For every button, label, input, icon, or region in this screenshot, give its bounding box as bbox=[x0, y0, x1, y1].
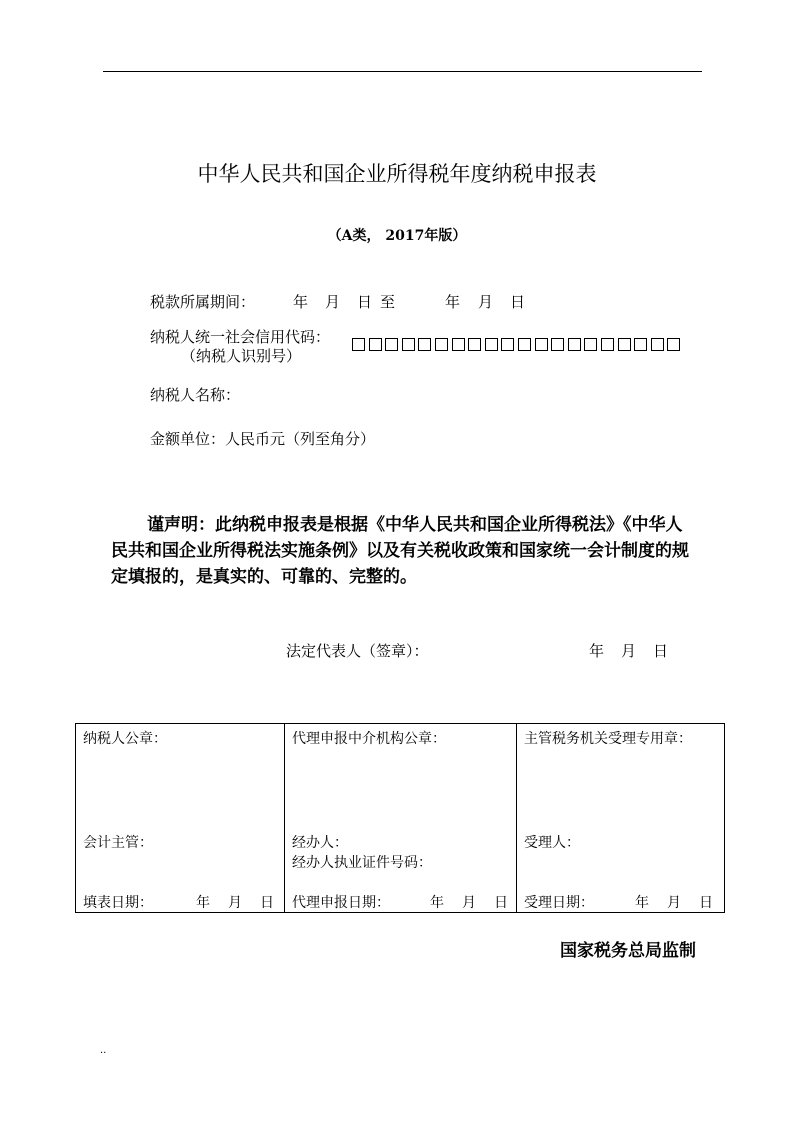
credit-code-digit-box[interactable] bbox=[584, 338, 597, 351]
receipt-date-month[interactable]: 月 bbox=[667, 895, 681, 911]
credit-code-digit-box[interactable] bbox=[667, 338, 680, 351]
agent-license-label: 经办人执业证件号码： bbox=[292, 855, 432, 871]
taxpayer-seal-label: 纳税人公章： bbox=[83, 731, 167, 747]
page-marker: .. bbox=[100, 1045, 107, 1056]
signature-month[interactable]: 月 bbox=[621, 642, 637, 660]
receipt-date-year[interactable]: 年 bbox=[635, 895, 649, 911]
credit-code-digit-box[interactable] bbox=[634, 338, 647, 351]
credit-code-digit-box[interactable] bbox=[385, 338, 398, 351]
credit-code-digit-box[interactable] bbox=[402, 338, 415, 351]
tax-authority-stamp-cell[interactable] bbox=[517, 724, 725, 913]
tax-authority-seal-label: 主管税务机关受理专用章： bbox=[524, 731, 692, 747]
taxpayer-id-sublabel: （纳税人识别号） bbox=[181, 347, 302, 365]
credit-code-label: 纳税人统一社会信用代码： bbox=[150, 328, 331, 346]
taxpayer-name-label: 纳税人名称： bbox=[150, 386, 241, 404]
legal-rep-signature-label: 法定代表人（签章）： bbox=[286, 642, 429, 660]
footer-supervisor-text: 国家税务总局监制 bbox=[560, 941, 696, 961]
form-subtitle: （A类， 2017年版） bbox=[327, 228, 467, 244]
period-end-day[interactable]: 日 bbox=[510, 293, 526, 311]
credit-code-digit-box[interactable] bbox=[418, 338, 431, 351]
fill-date-year[interactable]: 年 bbox=[196, 895, 210, 911]
credit-code-digit-box[interactable] bbox=[501, 338, 514, 351]
period-start-month[interactable]: 月 bbox=[325, 293, 341, 311]
agent-date-month[interactable]: 月 bbox=[462, 895, 476, 911]
period-to-label: 至 bbox=[380, 293, 396, 311]
credit-code-digit-box[interactable] bbox=[352, 338, 365, 351]
amount-unit-label: 金额单位：人民币元（列至角分） bbox=[150, 430, 376, 448]
agent-date-day[interactable]: 日 bbox=[494, 895, 508, 911]
credit-code-digit-box[interactable] bbox=[651, 338, 664, 351]
credit-code-boxes[interactable] bbox=[352, 338, 684, 351]
period-start-day[interactable]: 日 bbox=[357, 293, 373, 311]
credit-code-digit-box[interactable] bbox=[518, 338, 531, 351]
agent-date-label: 代理申报日期： bbox=[292, 895, 390, 911]
declaration-text: 谨声明：此纳税申报表是根据《中华人民共和国企业所得税法》《中华人民共和国企业所得税法实施条例》以及有关税收政策和国家统一会计制度的规定填报的，是真实的、可靠的、完整的。 bbox=[111, 515, 689, 587]
tax-period-label: 税款所属期间： bbox=[150, 293, 256, 311]
signature-year[interactable]: 年 bbox=[589, 642, 605, 660]
credit-code-digit-box[interactable] bbox=[601, 338, 614, 351]
receipt-date-day[interactable]: 日 bbox=[699, 895, 713, 911]
signature-day[interactable]: 日 bbox=[653, 642, 669, 660]
credit-code-digit-box[interactable] bbox=[535, 338, 548, 351]
credit-code-digit-box[interactable] bbox=[485, 338, 498, 351]
fill-date-month[interactable]: 月 bbox=[228, 895, 242, 911]
agent-stamp-cell[interactable] bbox=[285, 724, 517, 913]
agent-date-year[interactable]: 年 bbox=[430, 895, 444, 911]
period-end-month[interactable]: 月 bbox=[478, 293, 494, 311]
fill-date-day[interactable]: 日 bbox=[260, 895, 274, 911]
fill-date-label: 填表日期： bbox=[83, 895, 153, 911]
receiver-label: 受理人： bbox=[524, 835, 580, 851]
credit-code-digit-box[interactable] bbox=[618, 338, 631, 351]
agent-handler-label: 经办人： bbox=[292, 835, 348, 851]
credit-code-digit-box[interactable] bbox=[468, 338, 481, 351]
stamp-table bbox=[75, 723, 725, 913]
period-end-year[interactable]: 年 bbox=[445, 293, 461, 311]
header-rule bbox=[103, 71, 702, 72]
period-start-year[interactable]: 年 bbox=[293, 293, 309, 311]
credit-code-digit-box[interactable] bbox=[369, 338, 382, 351]
taxpayer-stamp-cell[interactable] bbox=[76, 724, 285, 913]
accounting-supervisor-label: 会计主管： bbox=[83, 835, 153, 851]
credit-code-digit-box[interactable] bbox=[551, 338, 564, 351]
credit-code-digit-box[interactable] bbox=[568, 338, 581, 351]
credit-code-digit-box[interactable] bbox=[452, 338, 465, 351]
agent-seal-label: 代理申报中介机构公章： bbox=[292, 731, 446, 747]
credit-code-digit-box[interactable] bbox=[435, 338, 448, 351]
form-title: 中华人民共和国企业所得税年度纳税申报表 bbox=[197, 162, 597, 186]
receipt-date-label: 受理日期： bbox=[524, 895, 594, 911]
